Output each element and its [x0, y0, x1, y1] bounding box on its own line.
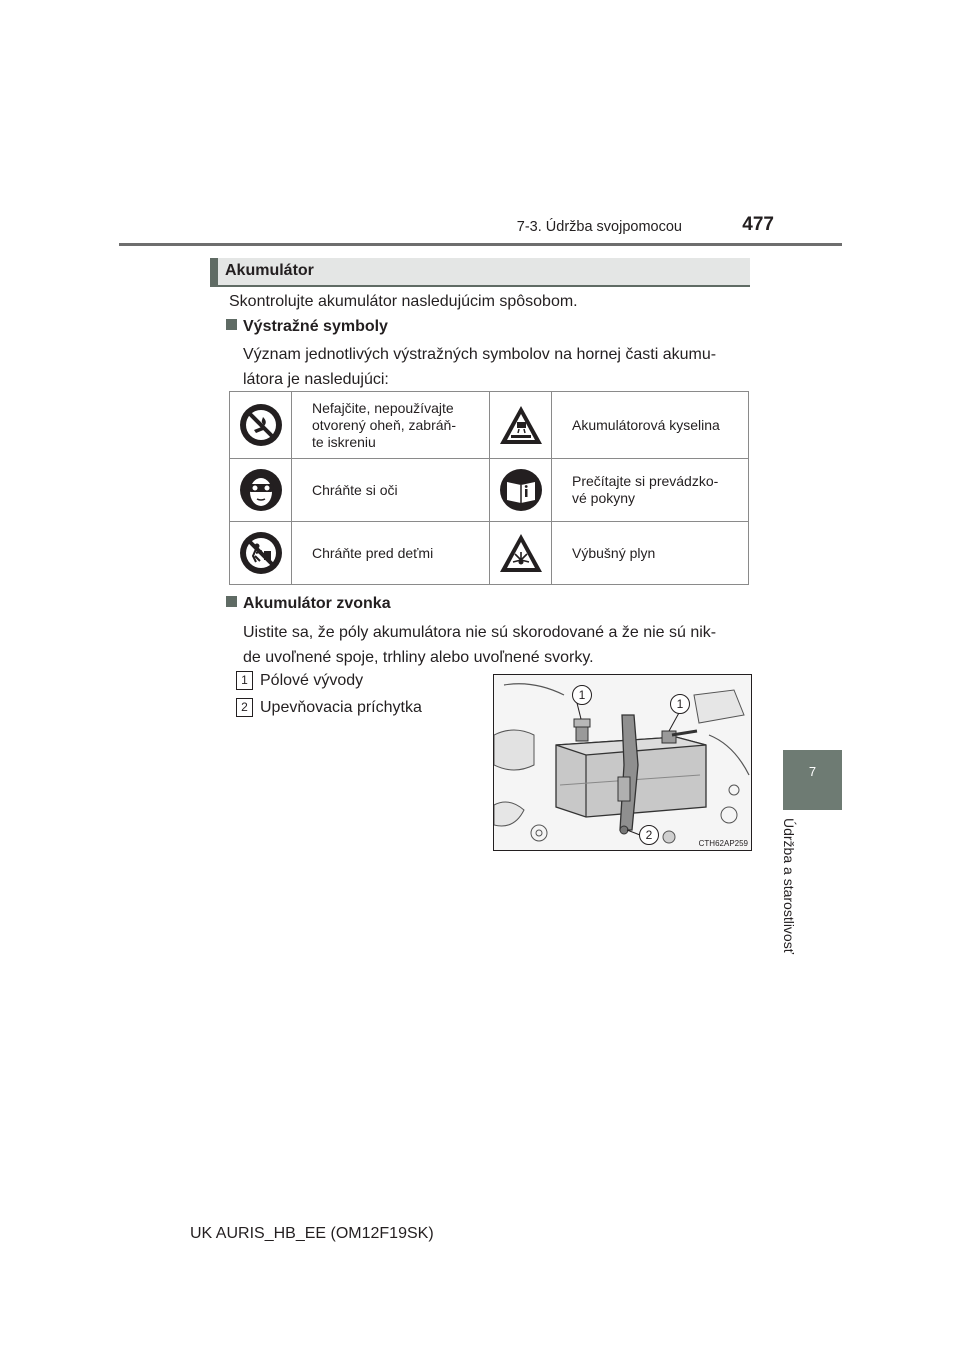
callout-number: 1 [236, 671, 253, 690]
battery-illustration [493, 674, 752, 851]
table-row [230, 459, 749, 522]
marker-terminal-1: 1 [572, 685, 592, 705]
read-instructions-icon [499, 468, 543, 512]
symbol-label-line: Výbušný plyn [572, 544, 656, 561]
symbol-label-cell [292, 459, 490, 522]
explosive-gas-icon [498, 532, 544, 574]
warning-symbols-line-1: Význam jednotlivých výstražných symbolov na hornej časti akumu- [243, 346, 717, 363]
chapter-tab-label: Údržba a starostlivosť [781, 818, 797, 954]
symbol-label-line: Nefajčite, nepoužívajte [312, 399, 454, 416]
symbol-label-line: Chráňte si oči [312, 481, 398, 498]
battery-acid-icon [498, 404, 544, 446]
illustration-code: CTH62AP259 [698, 839, 748, 848]
footer-model-code: UK AURIS_HB_EE (OM12F19SK) [190, 1225, 434, 1242]
marker-terminal-2: 1 [670, 694, 690, 714]
exterior-line-2: de uvoľnené spoje, trhliny alebo uvoľnené svorky. [243, 649, 594, 666]
subheading-warning-symbols [226, 318, 388, 336]
symbol-label-line: otvorený oheň, zabráň- [312, 416, 456, 433]
warning-symbols-line-2: látora je nasledujúci: [243, 371, 389, 388]
symbol-label-line: vé pokyny [572, 490, 636, 506]
section-title: Akumulátor [225, 262, 314, 279]
square-bullet-icon [226, 319, 237, 330]
symbol-label-cell [292, 392, 490, 459]
exterior-line-1: Uistite sa, že póly akumulátora nie sú skorodované a že nie sú nik- [243, 624, 717, 641]
section-heading [210, 258, 750, 287]
symbol-cell [230, 459, 292, 522]
symbol-cell [490, 392, 552, 459]
symbol-cell [230, 522, 292, 585]
symbol-label-cell [552, 459, 749, 522]
running-header-section: 7-3. Údržba svojpomocou [516, 219, 682, 235]
table-row [230, 522, 749, 585]
section-heading-bar [210, 258, 218, 285]
no-smoking-fire-icon [239, 403, 283, 447]
symbol-label-line: Chráňte pred deťmi [312, 544, 434, 561]
table-row [230, 392, 749, 459]
symbol-label-cell [552, 392, 749, 459]
square-bullet-icon [226, 596, 237, 607]
subheading-battery-exterior [226, 595, 391, 613]
symbol-label-line: Akumulátorová kyselina [572, 416, 720, 433]
battery-engine-drawing [494, 675, 751, 850]
symbol-cell [490, 522, 552, 585]
chapter-tab-number: 7 [808, 764, 817, 779]
symbol-label-cell [292, 522, 490, 585]
eye-protection-icon [239, 468, 283, 512]
symbol-cell [230, 392, 292, 459]
symbol-label-line: te iskreniu [312, 433, 376, 450]
subheading-text: Výstražné symboly [243, 318, 388, 335]
chapter-tab-label-wrap [781, 818, 811, 963]
marker-clamp: 2 [639, 825, 659, 845]
warning-symbols-table [229, 391, 749, 585]
keep-away-children-icon [239, 531, 283, 575]
symbol-label-line: Prečítajte si prevádzko- [572, 473, 719, 489]
intro-text: Skontrolujte akumulátor nasledujúcim spôsobom. [229, 293, 578, 310]
header-rule [119, 243, 842, 246]
symbol-cell [490, 459, 552, 522]
page-number: 477 [742, 214, 774, 235]
callout-text: Pólové vývody [260, 672, 364, 689]
callout-number: 2 [236, 698, 253, 717]
warning-symbols-text [243, 342, 753, 392]
exterior-text [243, 620, 753, 670]
subheading-text: Akumulátor zvonka [243, 595, 391, 612]
chapter-tab [783, 750, 842, 810]
symbol-label-cell [552, 522, 749, 585]
callout-text: Upevňovacia príchytka [260, 699, 422, 716]
